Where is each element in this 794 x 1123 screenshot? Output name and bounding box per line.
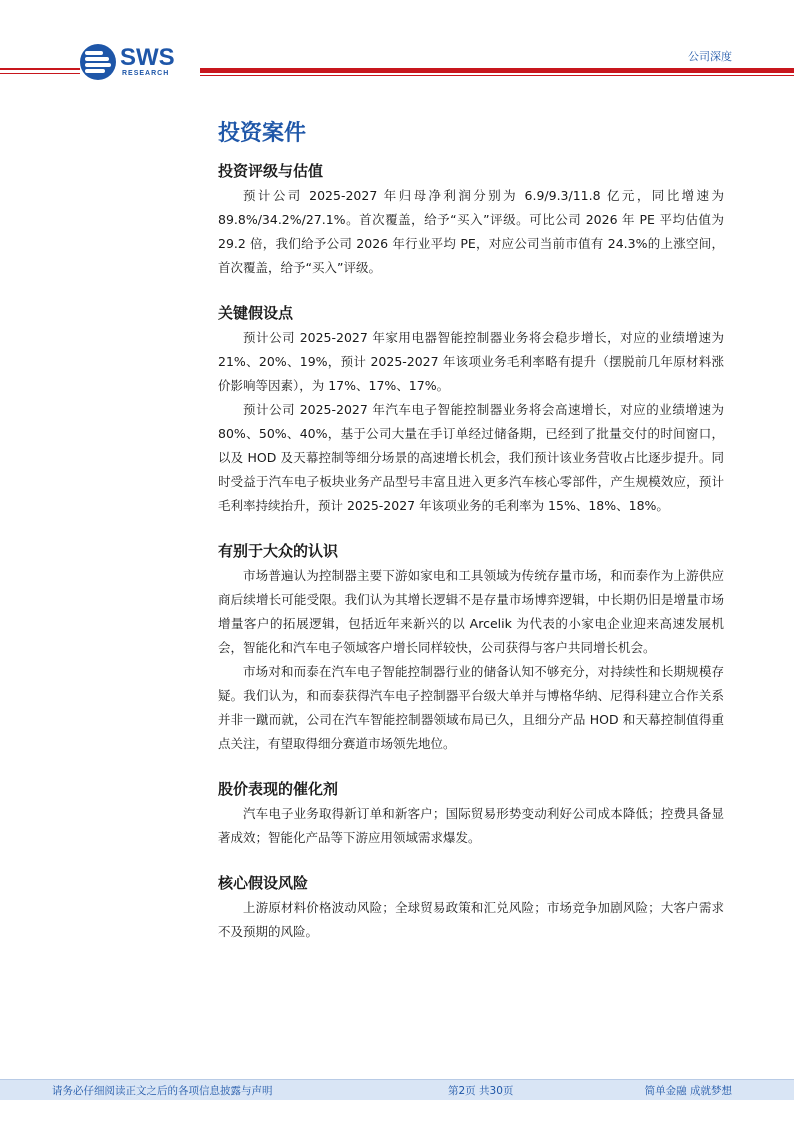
- paragraph: 预计公司 2025-2027 年汽车电子智能控制器业务将会高速增长，对应的业绩增速为 80%、50%、40%，基于公司大量在手订单经过储备期，已经到了批量交付的时间窗口，以及 HOD 及天幕控制等细分场景的高速增长机会，我们预计该业务营收占比逐步提升。同时受益于汽车电子板块业务产品型号丰富且进入更多汽车核心零部件，产生规模效应，预计毛利率持续抬升，预计 2025-2027 年该项业务的毛利率为 15%、18%、18%。: [218, 402, 724, 513]
- section-title-assumptions: 关键假设点: [218, 304, 294, 322]
- header-rule: [0, 68, 80, 70]
- logo-mark-icon: [80, 44, 116, 80]
- report-type-tag: 公司深度: [688, 50, 732, 63]
- page-header: [0, 0, 794, 90]
- paragraph: 市场普遍认为控制器主要下游如家电和工具领域为传统存量市场，和而泰作为上游供应商后续增长可能受限。我们认为其增长逻辑不是存量市场博弈逻辑，中长期仍旧是增量市场增量客户的拓展逻辑，包括近年来新兴的以 Arcelik 为代表的小家电企业迎来高速发展机会，智能化和汽车电子领域客户增长同样较快，公司获得与客户共同增长机会。: [218, 568, 724, 655]
- page-number: 第2页 共30页: [448, 1085, 514, 1097]
- page-footer: [0, 1079, 794, 1100]
- footer-disclaimer: 请务必仔细阅读正文之后的各项信息披露与声明: [52, 1085, 273, 1097]
- section-title-risk: 核心假设风险: [218, 874, 309, 892]
- sws-logo: [80, 44, 190, 84]
- section-title-catalyst: 股价表现的催化剂: [218, 780, 339, 798]
- logo-subtext: RESEARCH: [122, 70, 170, 77]
- logo-text: SWS: [120, 44, 175, 71]
- page-title: 投资案件: [218, 121, 307, 146]
- section-title-rating: 投资评级与估值: [218, 162, 324, 180]
- header-rule-thin: [0, 73, 80, 74]
- paragraph: 上游原材料价格波动风险；全球贸易政策和汇兑风险；市场竞争加剧风险；大客户需求不及预期的风险。: [218, 900, 724, 939]
- paragraph: 市场对和而泰在汽车电子智能控制器行业的储备认知不够充分，对持续性和长期规模存疑。我们认为，和而泰获得汽车电子控制器平台级大单并与博格华纳、尼得科建立合作关系并非一蹴而就，公司在汽车智能控制器领域布局已久，且细分产品 HOD 和天幕控制值得重点关注，有望取得细分赛道市场领先地位。: [218, 664, 724, 751]
- header-rule-right: [200, 68, 794, 73]
- header-rule-right-thin: [200, 75, 794, 76]
- paragraph: 汽车电子业务取得新订单和新客户；国际贸易形势变动利好公司成本降低；控费具备显著成效；智能化产品等下游应用领域需求爆发。: [218, 806, 724, 845]
- paragraph: 预计公司 2025-2027 年家用电器智能控制器业务将会稳步增长，对应的业绩增速为 21%、20%、19%，预计 2025-2027 年该项业务毛利率略有提升（摆脱前几年原材料涨价影响等因素），为 17%、17%、17%。: [218, 330, 724, 393]
- footer-slogan: 简单金融 成就梦想: [644, 1085, 732, 1097]
- section-title-differ: 有别于大众的认识: [218, 542, 339, 560]
- paragraph: 预计公司 2025-2027 年归母净利润分别为 6.9/9.3/11.8 亿元，同比增速为 89.8%/34.2%/27.1%。首次覆盖，给予“买入”评级。可比公司 2026 年 PE 平均估值为 29.2 倍，我们给予公司 2026 年行业平均 PE，对应公司当前市值有 24.3%的上涨空间，首次覆盖，给予“买入”评级。: [218, 188, 724, 275]
- report-body: [218, 118, 724, 944]
